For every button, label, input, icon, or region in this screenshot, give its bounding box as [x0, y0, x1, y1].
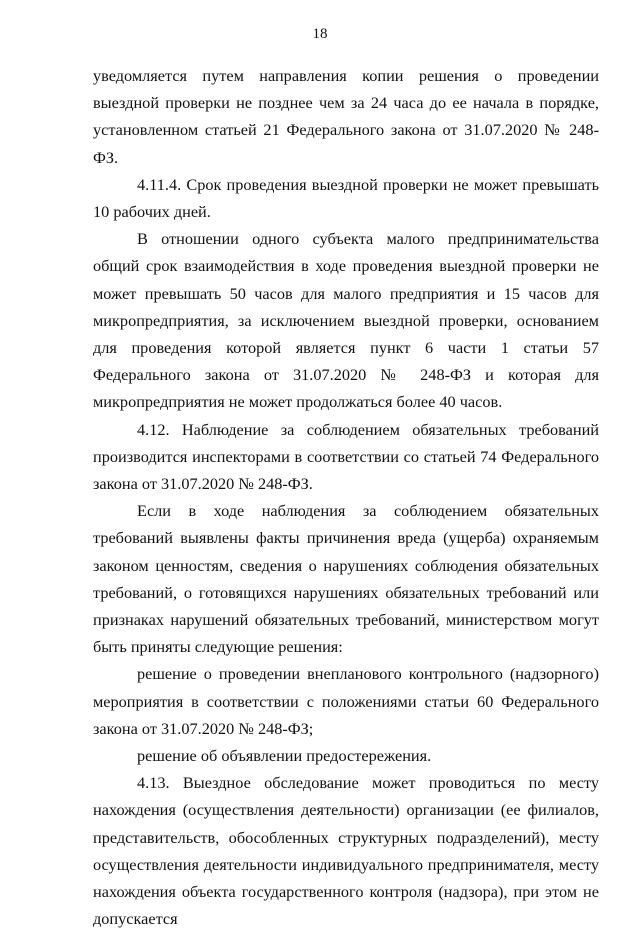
paragraph-decision-warning: решение об объявлении предостережения. — [137, 746, 432, 766]
paragraph-continuation: уведомляется путем направления копии решения о проведении выездной проверки не позднее чем за 24 часа до ее начала в порядке, установленном статьей 21 Федерального закона от 31.07.2020 № 248-ФЗ. — [93, 66, 599, 167]
paragraph-4-11-4: 4.11.4. Срок проведения выездной проверки не может превышать 10 рабочих дней. — [93, 174, 599, 222]
document-body — [93, 62, 599, 933]
paragraph-small-business-term: В отношении одного субъекта малого предпринимательства общий срок взаимодействия в ходе проведения выездной проверки не может превышать 50 часов для малого предприятия и 15 часов для микропредприятия, за исключением выездной проверки, основанием для проведения которой является пункт 6 части 1 статьи 57 Федерального закона от 31.07.2020 № 248-ФЗ и которая для микропредприятия не может продолжаться более 40 часов. — [93, 229, 599, 412]
paragraph-4-13: 4.13. Выездное обследование может проводиться по месту нахождения (осуществления деятельности) организации (ее филиалов, представительств, обособленных структурных подразделений), месту осуществления деятельности индивидуального предпринимателя, месту нахождения объекта государственного контроля (надзора), при этом не допускается — [93, 773, 599, 929]
page-number: 18 — [312, 26, 328, 42]
paragraph-4-12: 4.12. Наблюдение за соблюдением обязательных требований производится инспекторами в соответствии со статьей 74 Федерального закона от 31.07.2020 № 248-ФЗ. — [93, 419, 599, 494]
paragraph-observation-findings: Если в ходе наблюдения за соблюдением обязательных требований выявлены факты причинения вреда (ущерба) охраняемым законом ценностям, сведения о нарушениях соблюдения обязательных требований, о готовящихся нарушениях обязательных требований или признаках нарушений обязательных требований, министерством могут быть приняты следующие решения: — [93, 501, 599, 657]
paragraph-decision-unscheduled-inspection: решение о проведении внепланового контрольного (надзорного) мероприятия в соответствии с положениями статьи 60 Федерального закона от 31.07.2020 № 248-ФЗ; — [93, 664, 599, 738]
